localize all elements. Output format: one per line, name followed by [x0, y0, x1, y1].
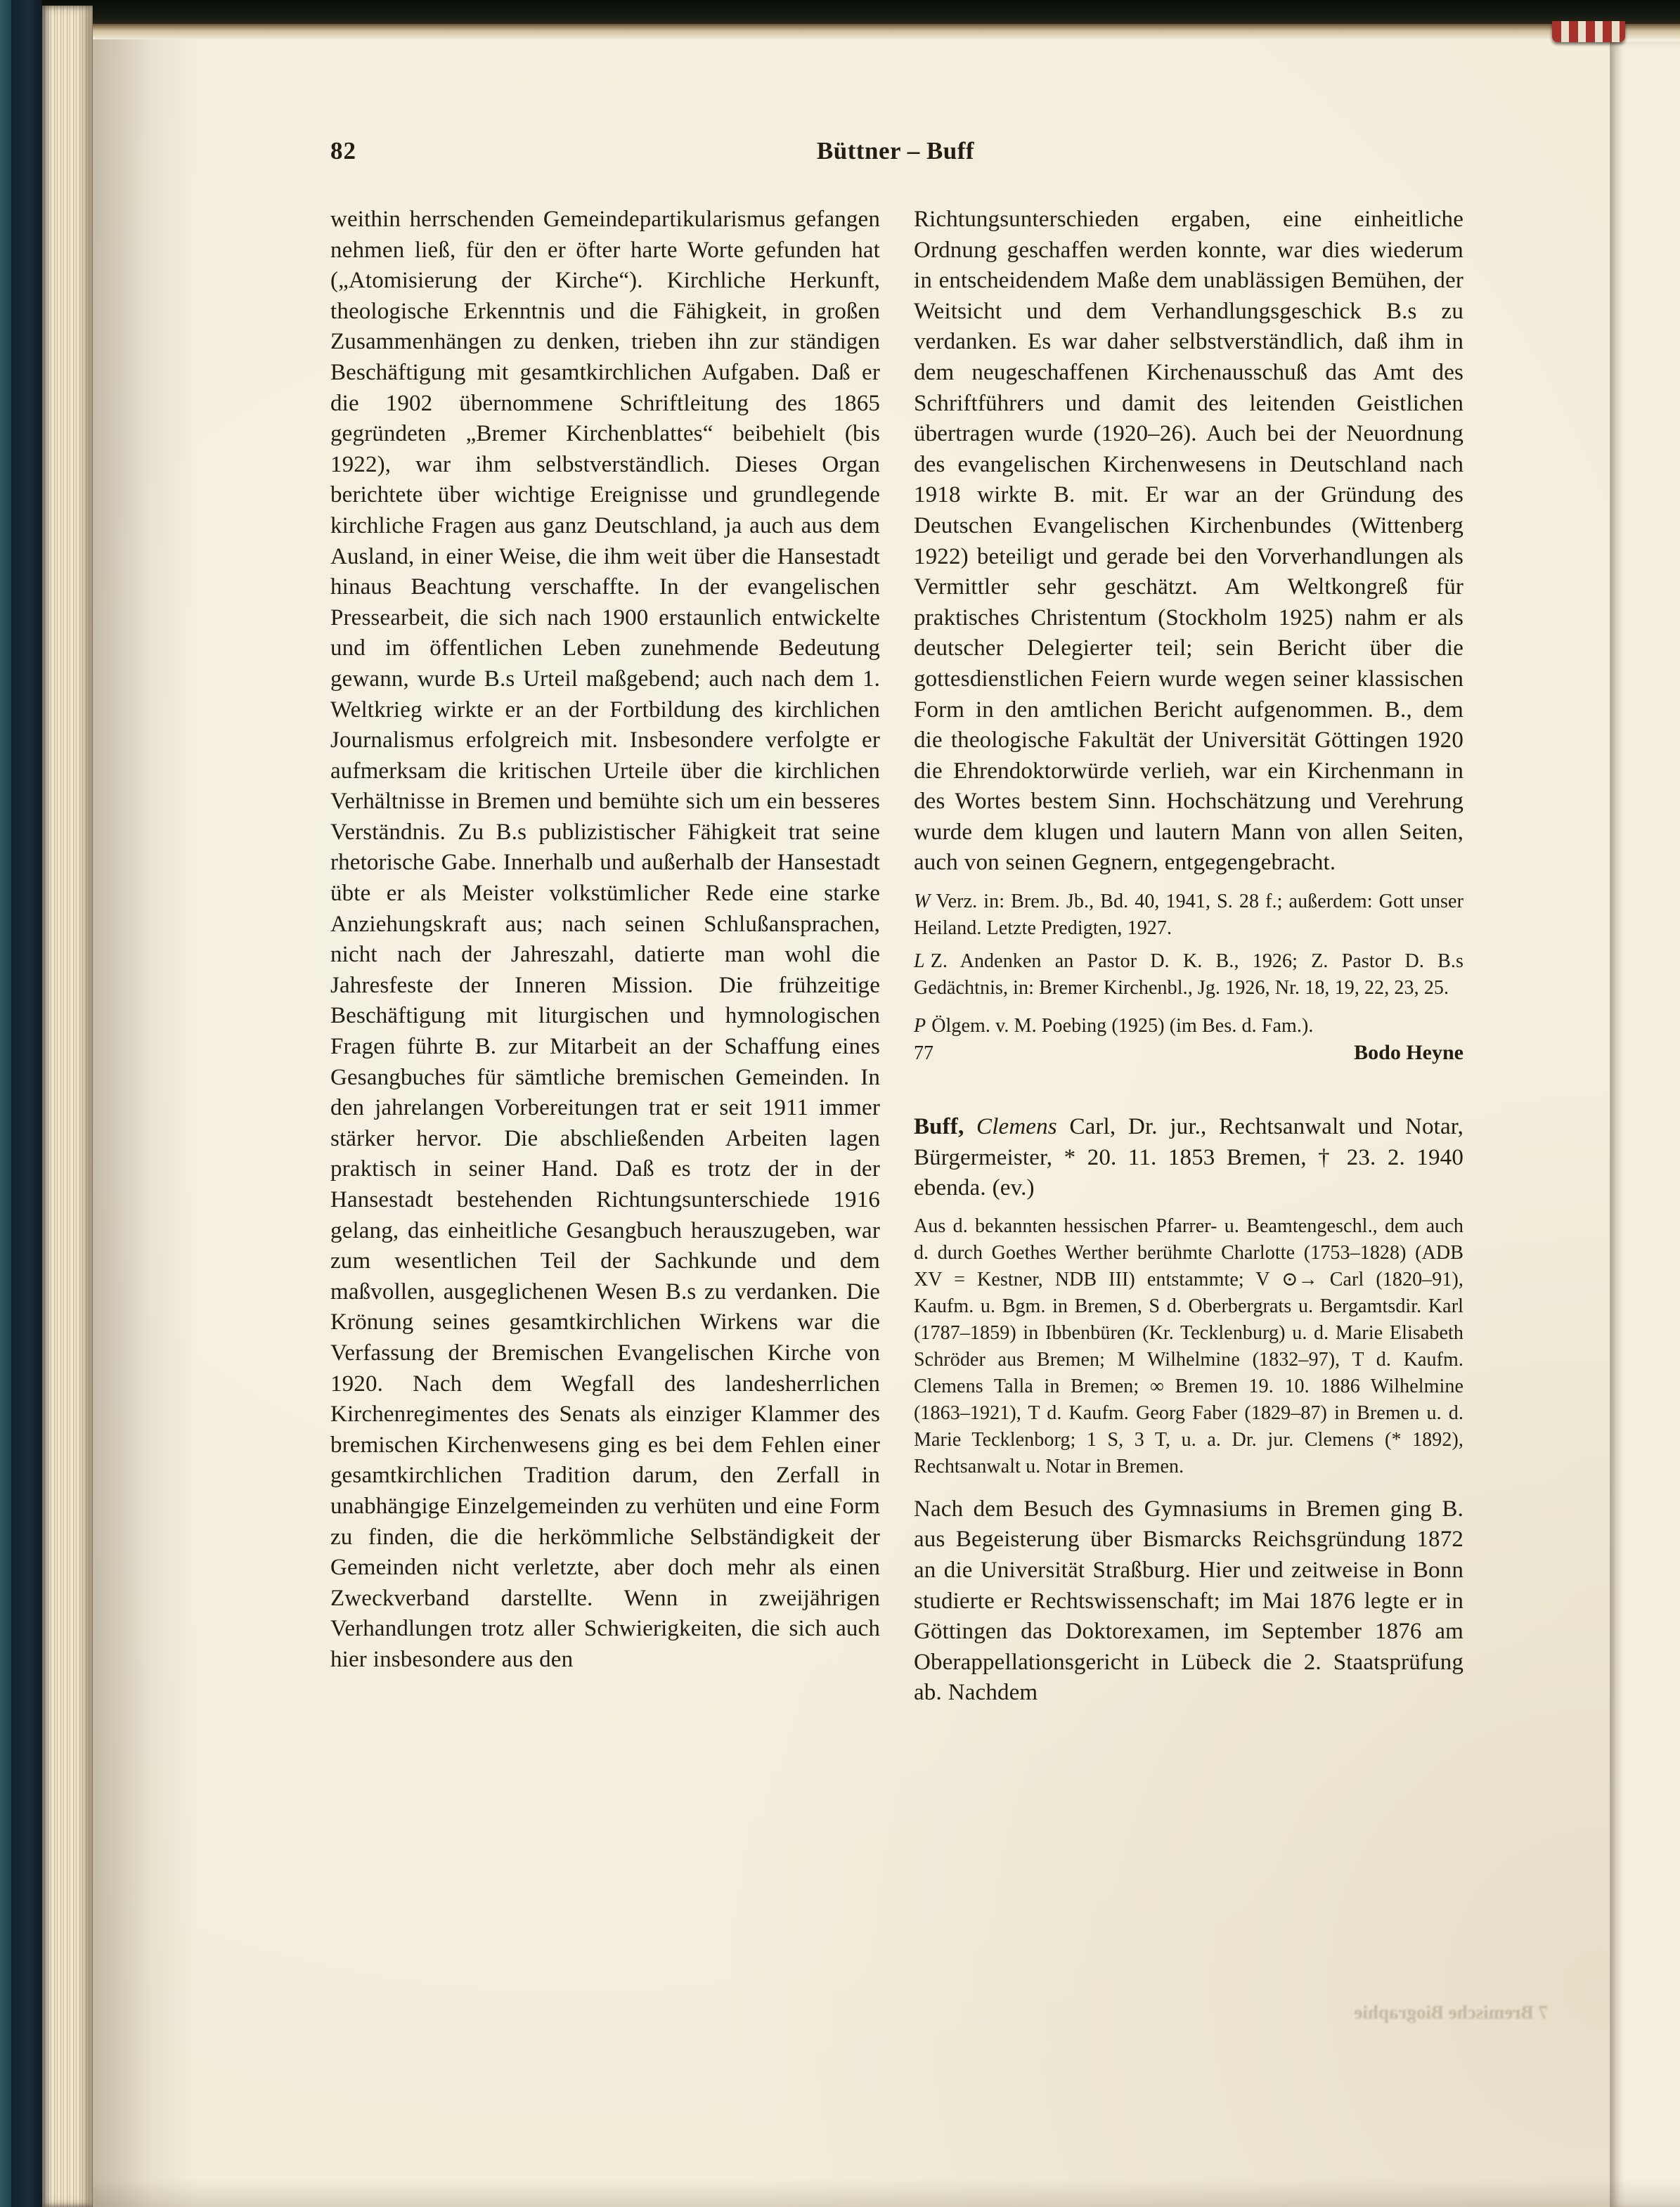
page-top-edge — [93, 24, 1680, 39]
article-signature-row — [914, 1040, 1463, 1067]
next-page-sliver — [1610, 42, 1680, 2207]
bibliography-portrait — [914, 1013, 1463, 1040]
bibliography-works — [914, 888, 1463, 942]
buff-genealogy: Aus d. bekannten hessischen Pfarrer- u. Beamtengeschl., dem auch d. durch Goethes Werther berühmte Charlotte (1753–1828) (ADB XV = Kestner, NDB III) entstammte; V ⊙→ Carl (1820–91), Kaufm. u. Bgm. in Bremen, S d. Oberbergrats u. Bergamtsdir. Karl (1787–1859) in Ibbenbüren (Kr. Tecklenburg) u. d. Marie Elisabeth Schröder aus Bremen; M Wilhelmine (1832–97), T d. Kaufm. Clemens Talla in Bremen; ∞ Bremen 19. 10. 1886 Wilhelmine (1863–1921), T d. Kaufm. Georg Faber (1829–87) in Bremen u. d. Marie Tecklenborg; 1 S, 3 T, u. a. Dr. jur. Clemens (* 1892), Rechtsanwalt u. Notar in Bremen. — [914, 1215, 1463, 1477]
headband — [1552, 21, 1625, 42]
bleed-through-signature: 7 Bremische Biographie — [1354, 2002, 1548, 2023]
book-cover-top-edge — [0, 0, 1680, 24]
bibliography-literature — [914, 948, 1463, 1002]
buff-biography-start: Nach dem Besuch des Gymnasiums in Bremen ging B. aus Begeisterung über Bismarcks Reichsgründung 1872 an die Universität Straßburg. Hier und zeitweise in Bonn studierte er Rechtswissenschaft; im Mai 1876 legte er in Göttingen das Doktorexamen, im September 1876 am Oberappellationsgericht in Lübeck die 2. Staatsprüfung ab. Nachdem — [914, 1496, 1463, 1706]
entry-heading-rest: Carl, Dr. jur., Rechtsanwalt und Notar, Bürgermeister, * 20. 11. 1853 Bremen, † 23. 2. 1940 ebenda. (ev.) — [914, 1114, 1463, 1201]
literature-text: Z. Andenken an Pastor D. K. B., 1926; Z. Pastor D. B.s Gedächtnis, in: Bremer Kirchenbl., Jg. 1926, Nr. 18, 19, 22, 23, 25. — [914, 950, 1463, 999]
book-spine — [0, 0, 11, 2207]
left-column — [330, 205, 880, 1676]
page-header — [330, 137, 1461, 172]
buff-entry-heading — [914, 1112, 1463, 1204]
page-edge-stack — [42, 6, 93, 2207]
page-bottom-shadow — [93, 2179, 1680, 2207]
portrait-text: Ölgem. v. M. Poebing (1925) (im Bes. d. Fam.). — [931, 1015, 1314, 1037]
page-number: 82 — [330, 137, 356, 164]
book-cover-left — [11, 0, 42, 2207]
buettner-article-end: Richtungsunterschieden ergaben, eine einheitliche Ordnung geschaffen werden konnte, war dies wiederum in entscheidendem Maße dem unablässigen Bemühen, der Weitsicht und dem Verhandlungsgeschick B.s zu verdanken. Es war daher selbstverständlich, daß ihm in dem neugeschaffenen Kirchenausschuß das Amt des Schriftführers und damit des leitenden Geistlichen übertragen wurde (1920–26). Auch bei der Neuordnung des evangelischen Kirchenwesens in Deutschland nach 1918 wirkte B. mit. Er war an der Gründung des Deutschen Evangelischen Kirchenbundes (Wittenberg 1922) beteiligt und gerade bei den Vorverhandlungen als Vermittler sehr geschätzt. Am Weltkongreß für praktisches Christentum (Stockholm 1925) nahm er als deutscher Delegierter teil; sein Bericht über die gottesdienstlichen Feiern wurde wegen seiner klassischen Form in den amtlichen Bericht aufgenommen. B., dem die theologische Fakultät der Universität Göttingen 1920 die Ehrendoktorwürde verlieh, war ein Kirchenmann in des Wortes bestem Sinn. Hochschätzung und Verehrung wurde dem klugen und lautern Mann von allen Seiten, auch von seinen Gegnern, entgegengebracht. — [914, 207, 1463, 876]
right-column — [914, 205, 1463, 1709]
running-header: Büttner – Buff — [816, 137, 975, 164]
book-page — [93, 28, 1680, 2207]
article-author: Bodo Heyne — [1354, 1041, 1463, 1065]
portrait-label: P — [914, 1015, 926, 1037]
literature-label: L — [914, 950, 925, 973]
entry-surname: Buff, — [914, 1114, 964, 1140]
entry-number: 77 — [914, 1042, 933, 1065]
gutter-shadow — [93, 28, 198, 2207]
works-label: W — [914, 891, 931, 913]
buettner-article-continuation: weithin herrschenden Gemeindepartikularismus gefangen nehmen ließ, für den er öfter harte Worte gefunden hat („Atomisierung der Kirche“). Kirchliche Herkunft, theologische Erkenntnis und die Fähigkeit, in großen Zusammenhängen zu denken, trieben ihn zur ständigen Beschäftigung mit gesamtkirchlichen Aufgaben. Daß er die 1902 übernommene Schriftleitung des 1865 gegründeten „Bremer Kirchenblattes“ beibehielt (bis 1922), war ihm selbstverständlich. Dieses Organ berichtete über wichtige Ereignisse und grundlegende kirchliche Fragen aus ganz Deutschland, ja auch aus dem Ausland, in einer Weise, die ihm weit über die Hansestadt hinaus Beachtung verschaffte. In der evangelischen Pressearbeit, die sich nach 1900 erstaunlich entwickelte und im öffentlichen Leben zunehmende Bedeutung gewann, wurde B.s Urteil maßgebend; auch nach dem 1. Weltkrieg wirkte er an der Fortbildung des kirchlichen Journalismus erfolgreich mit. Insbesondere verfolgte er aufmerksam die kritischen Urteile über die kirchlichen Verhältnisse in Bremen und bemühte sich um ein besseres Verständnis. Zu B.s publizistischer Fähigkeit trat seine rhetorische Gabe. Innerhalb und außerhalb der Hansestadt übte er als Meister volkstümlicher Rede eine starke Anziehungskraft aus; nach seinen Schlußansprachen, nicht nach der Jahreszahl, datierte man wohl die Jahresfeste der Inneren Mission. Die frühzeitige Beschäftigung mit liturgischen und hymnologischen Fragen führte B. zur Mitarbeit an der Schaffung eines Gesangbuches für sämtliche bremischen Gemeinden. In den jahrelangen Vorbereitungen trat er seit 1911 immer stärker hervor. Die abschließenden Arbeiten lagen praktisch in seiner Hand. Daß es trotz der in der Hansestadt bestehenden Richtungsunterschiede 1916 gelang, das einheitliche Gesangbuch herauszugeben, war zum wesentlichen Teil der Sachkunde und dem maßvollen, ausgeglichenen Wesen B.s zu verdanken. Die Krönung seines gesamtkirchlichen Wirkens war die Verfassung der Bremischen Evangelischen Kirche von 1920. Nach dem Wegfall des landesherrlichen Kirchenregimentes des Senats als einziger Klammer des bremischen Kirchenwesens ging es bei dem Fehlen einer gesamtkirchlichen Tradition darum, den Zerfall in unabhängige Einzelgemeinden zu verhüten und eine Form zu finden, die die herkömmliche Selbständigkeit der Gemeinden nicht verletzte, aber doch mehr als einen Zweckverband darstellte. Wenn in zweijährigen Verhandlungen trotz aller Schwierigkeiten, die sich auch hier insbesondere aus den — [330, 207, 880, 1672]
works-text: Verz. in: Brem. Jb., Bd. 40, 1941, S. 28 f.; außerdem: Gott unser Heiland. Letzte Predigten, 1927. — [914, 891, 1463, 940]
entry-given-name: Clemens — [976, 1114, 1057, 1140]
